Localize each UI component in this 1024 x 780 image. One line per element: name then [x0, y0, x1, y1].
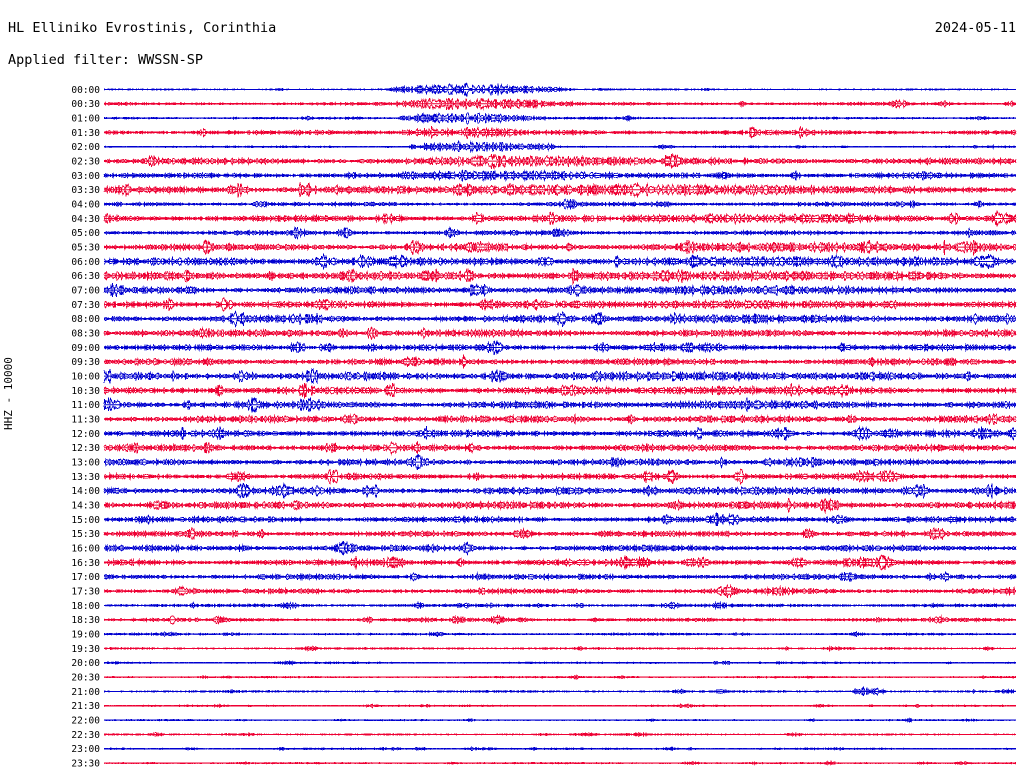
- row-time-label: 03:30: [71, 185, 100, 197]
- trace-envelope-lower: [104, 720, 1016, 722]
- trace-envelope-upper: [104, 687, 1016, 691]
- row-time-label: 06:00: [71, 256, 100, 268]
- trace-envelope-lower: [104, 290, 1016, 297]
- row-time-label: 08:30: [71, 328, 100, 340]
- trace-row: [104, 199, 1016, 209]
- trace-row: [104, 211, 1016, 226]
- trace-row: [104, 269, 1016, 284]
- trace-envelope-upper: [104, 426, 1016, 433]
- trace-envelope-upper: [104, 83, 1016, 89]
- trace-envelope-lower: [104, 677, 1016, 679]
- trace-row: [104, 298, 1016, 311]
- trace-envelope-upper: [104, 199, 1016, 204]
- trace-row: [104, 126, 1016, 138]
- trace-envelope-lower: [104, 104, 1016, 110]
- trace-row: [104, 455, 1016, 470]
- trace-row: [104, 426, 1016, 440]
- trace-envelope-lower: [104, 132, 1016, 138]
- trace-envelope-upper: [104, 675, 1016, 677]
- trace-row: [104, 283, 1016, 297]
- row-time-label: 20:00: [71, 658, 100, 670]
- trace-envelope-upper: [104, 632, 1016, 634]
- trace-envelope-lower: [104, 276, 1016, 284]
- trace-row: [104, 414, 1016, 425]
- trace-row: [104, 469, 1016, 484]
- trace-envelope-lower: [104, 319, 1016, 327]
- trace-envelope-upper: [104, 469, 1016, 476]
- trace-envelope-lower: [104, 534, 1016, 540]
- trace-row: [104, 585, 1016, 599]
- trace-envelope-upper: [104, 615, 1016, 619]
- trace-row: [104, 602, 1016, 609]
- trace-envelope-lower: [104, 419, 1016, 425]
- trace-row: [104, 555, 1016, 570]
- trace-envelope-lower: [104, 620, 1016, 625]
- trace-envelope-lower: [104, 161, 1016, 169]
- trace-row: [104, 383, 1016, 398]
- trace-row: [104, 154, 1016, 169]
- trace-envelope-upper: [104, 733, 1016, 735]
- row-time-label: 01:30: [71, 127, 100, 139]
- row-time-label: 11:00: [71, 400, 100, 412]
- row-time-label: 21:30: [71, 701, 100, 713]
- trace-row: [104, 141, 1016, 152]
- trace-row: [104, 687, 1016, 695]
- trace-envelope-upper: [104, 141, 1016, 147]
- row-time-label: 23:30: [71, 758, 100, 770]
- filter-label: Applied filter: WWSSN-SP: [8, 52, 204, 68]
- row-time-label: 06:30: [71, 271, 100, 283]
- trace-row: [104, 718, 1016, 722]
- helicorder-plot: [58, 82, 1018, 770]
- trace-row: [104, 83, 1016, 96]
- trace-envelope-upper: [104, 398, 1016, 405]
- trace-envelope-lower: [104, 462, 1016, 470]
- trace-row: [104, 646, 1016, 651]
- row-time-label: 15:00: [71, 514, 100, 526]
- trace-envelope-upper: [104, 585, 1016, 591]
- trace-row: [104, 369, 1016, 384]
- row-time-label: 23:00: [71, 744, 100, 756]
- trace-envelope-upper: [104, 541, 1016, 548]
- trace-envelope-lower: [104, 89, 1016, 96]
- trace-envelope-lower: [104, 405, 1016, 413]
- trace-envelope-lower: [104, 476, 1016, 484]
- trace-envelope-lower: [104, 562, 1016, 570]
- trace-envelope-upper: [104, 283, 1016, 290]
- date-label: 2024-05-11: [934, 20, 1016, 36]
- trace-envelope-upper: [104, 240, 1016, 247]
- trace-envelope-lower: [104, 233, 1016, 239]
- trace-envelope-upper: [104, 113, 1016, 118]
- row-time-label: 16:00: [71, 543, 100, 555]
- trace-row: [104, 747, 1016, 750]
- trace-envelope-upper: [104, 327, 1016, 333]
- trace-envelope-lower: [104, 634, 1016, 636]
- row-time-label: 07:30: [71, 299, 100, 311]
- row-time-label: 00:30: [71, 99, 100, 111]
- trace-envelope-upper: [104, 528, 1016, 534]
- trace-envelope-lower: [104, 734, 1016, 736]
- trace-envelope-lower: [104, 362, 1016, 369]
- trace-envelope-lower: [104, 448, 1016, 454]
- trace-envelope-lower: [104, 505, 1016, 512]
- trace-envelope-upper: [104, 312, 1016, 319]
- trace-envelope-upper: [104, 211, 1016, 218]
- row-time-label: 02:00: [71, 142, 100, 154]
- row-time-label: 07:00: [71, 285, 100, 297]
- row-time-label: 04:00: [71, 199, 100, 211]
- helicorder-canvas: [58, 82, 1018, 770]
- row-time-label: 12:00: [71, 428, 100, 440]
- row-time-label: 04:30: [71, 213, 100, 225]
- trace-envelope-upper: [104, 227, 1016, 232]
- row-time-label: 13:00: [71, 457, 100, 469]
- trace-envelope-upper: [104, 414, 1016, 419]
- trace-envelope-upper: [104, 98, 1016, 104]
- row-time-label: 14:30: [71, 500, 100, 512]
- trace-envelope-upper: [104, 602, 1016, 605]
- row-time-label: 22:00: [71, 715, 100, 727]
- trace-envelope-upper: [104, 170, 1016, 176]
- trace-row: [104, 398, 1016, 413]
- trace-row: [104, 442, 1016, 454]
- row-time-label: 09:00: [71, 342, 100, 354]
- trace-row: [104, 572, 1016, 582]
- trace-envelope-lower: [104, 190, 1016, 198]
- trace-row: [104, 513, 1016, 526]
- row-time-label: 00:00: [71, 84, 100, 96]
- trace-row: [104, 170, 1016, 182]
- trace-envelope-lower: [104, 491, 1016, 499]
- trace-envelope-lower: [104, 376, 1016, 383]
- trace-envelope-lower: [104, 691, 1016, 695]
- trace-envelope-lower: [104, 433, 1016, 440]
- row-time-label: 19:00: [71, 629, 100, 641]
- trace-row: [104, 113, 1016, 124]
- row-time-label: 11:30: [71, 414, 100, 426]
- trace-envelope-upper: [104, 442, 1016, 448]
- row-time-label: 13:30: [71, 471, 100, 483]
- row-time-label: 14:00: [71, 486, 100, 498]
- trace-row: [104, 240, 1016, 255]
- trace-row: [104, 227, 1016, 238]
- trace-row: [104, 98, 1016, 110]
- trace-envelope-lower: [104, 749, 1016, 751]
- trace-envelope-upper: [104, 269, 1016, 276]
- row-time-label: 17:00: [71, 572, 100, 584]
- trace-envelope-upper: [104, 455, 1016, 462]
- trace-envelope-lower: [104, 548, 1016, 555]
- row-time-label: 08:00: [71, 314, 100, 326]
- y-axis-label: HHZ - 10000: [2, 357, 15, 430]
- row-time-label: 18:30: [71, 615, 100, 627]
- trace-row: [104, 355, 1016, 369]
- row-time-label: 02:30: [71, 156, 100, 168]
- trace-envelope-lower: [104, 605, 1016, 609]
- row-time-label: 03:00: [71, 170, 100, 182]
- row-time-label: 09:30: [71, 357, 100, 369]
- trace-row: [104, 675, 1016, 679]
- trace-envelope-lower: [104, 204, 1016, 209]
- row-time-label: 01:00: [71, 113, 100, 125]
- trace-row: [104, 327, 1016, 339]
- trace-envelope-lower: [104, 118, 1016, 124]
- row-time-label: 20:30: [71, 672, 100, 684]
- trace-envelope-lower: [104, 218, 1016, 225]
- trace-row: [104, 733, 1016, 737]
- trace-row: [104, 632, 1016, 637]
- row-time-label: 16:30: [71, 557, 100, 569]
- trace-envelope-upper: [104, 183, 1016, 190]
- trace-envelope-upper: [104, 572, 1016, 577]
- trace-row: [104, 541, 1016, 555]
- row-time-label: 15:30: [71, 529, 100, 541]
- row-time-label: 17:30: [71, 586, 100, 598]
- row-time-label: 12:30: [71, 443, 100, 455]
- trace-envelope-lower: [104, 175, 1016, 181]
- row-time-label: 18:00: [71, 600, 100, 612]
- trace-envelope-lower: [104, 577, 1016, 582]
- trace-envelope-lower: [104, 304, 1016, 311]
- trace-envelope-upper: [104, 154, 1016, 161]
- row-time-label: 05:00: [71, 228, 100, 240]
- trace-envelope-lower: [104, 706, 1016, 708]
- trace-envelope-lower: [104, 247, 1016, 255]
- trace-envelope-upper: [104, 355, 1016, 362]
- trace-envelope-lower: [104, 648, 1016, 650]
- row-time-label: 19:30: [71, 643, 100, 655]
- trace-row: [104, 254, 1016, 269]
- trace-row: [104, 484, 1016, 499]
- row-time-label: 10:00: [71, 371, 100, 383]
- trace-envelope-lower: [104, 333, 1016, 339]
- trace-envelope-upper: [104, 498, 1016, 505]
- trace-envelope-upper: [104, 513, 1016, 520]
- trace-envelope-lower: [104, 663, 1016, 665]
- row-time-label: 22:30: [71, 729, 100, 741]
- trace-row: [104, 498, 1016, 512]
- row-time-label: 21:00: [71, 686, 100, 698]
- trace-row: [104, 528, 1016, 540]
- trace-row: [104, 183, 1016, 198]
- trace-envelope-upper: [104, 761, 1016, 763]
- trace-envelope-lower: [104, 147, 1016, 152]
- trace-envelope-upper: [104, 383, 1016, 390]
- trace-envelope-upper: [104, 254, 1016, 261]
- trace-row: [104, 761, 1016, 765]
- trace-envelope-lower: [104, 519, 1016, 526]
- trace-envelope-upper: [104, 126, 1016, 132]
- trace-envelope-upper: [104, 484, 1016, 491]
- trace-envelope-lower: [104, 763, 1016, 765]
- trace-row: [104, 312, 1016, 327]
- trace-row: [104, 615, 1016, 624]
- trace-envelope-upper: [104, 298, 1016, 305]
- row-time-label: 05:30: [71, 242, 100, 254]
- trace-envelope-lower: [104, 390, 1016, 398]
- trace-envelope-upper: [104, 369, 1016, 376]
- trace-envelope-upper: [104, 340, 1016, 347]
- trace-row: [104, 704, 1016, 708]
- page-title: HL Elliniko Evrostinis, Corinthia: [8, 20, 277, 36]
- trace-envelope-lower: [104, 347, 1016, 355]
- trace-envelope-lower: [104, 591, 1016, 598]
- trace-envelope-upper: [104, 555, 1016, 562]
- trace-envelope-lower: [104, 261, 1016, 269]
- trace-row: [104, 661, 1016, 664]
- trace-row: [104, 340, 1016, 355]
- row-time-label: 10:30: [71, 385, 100, 397]
